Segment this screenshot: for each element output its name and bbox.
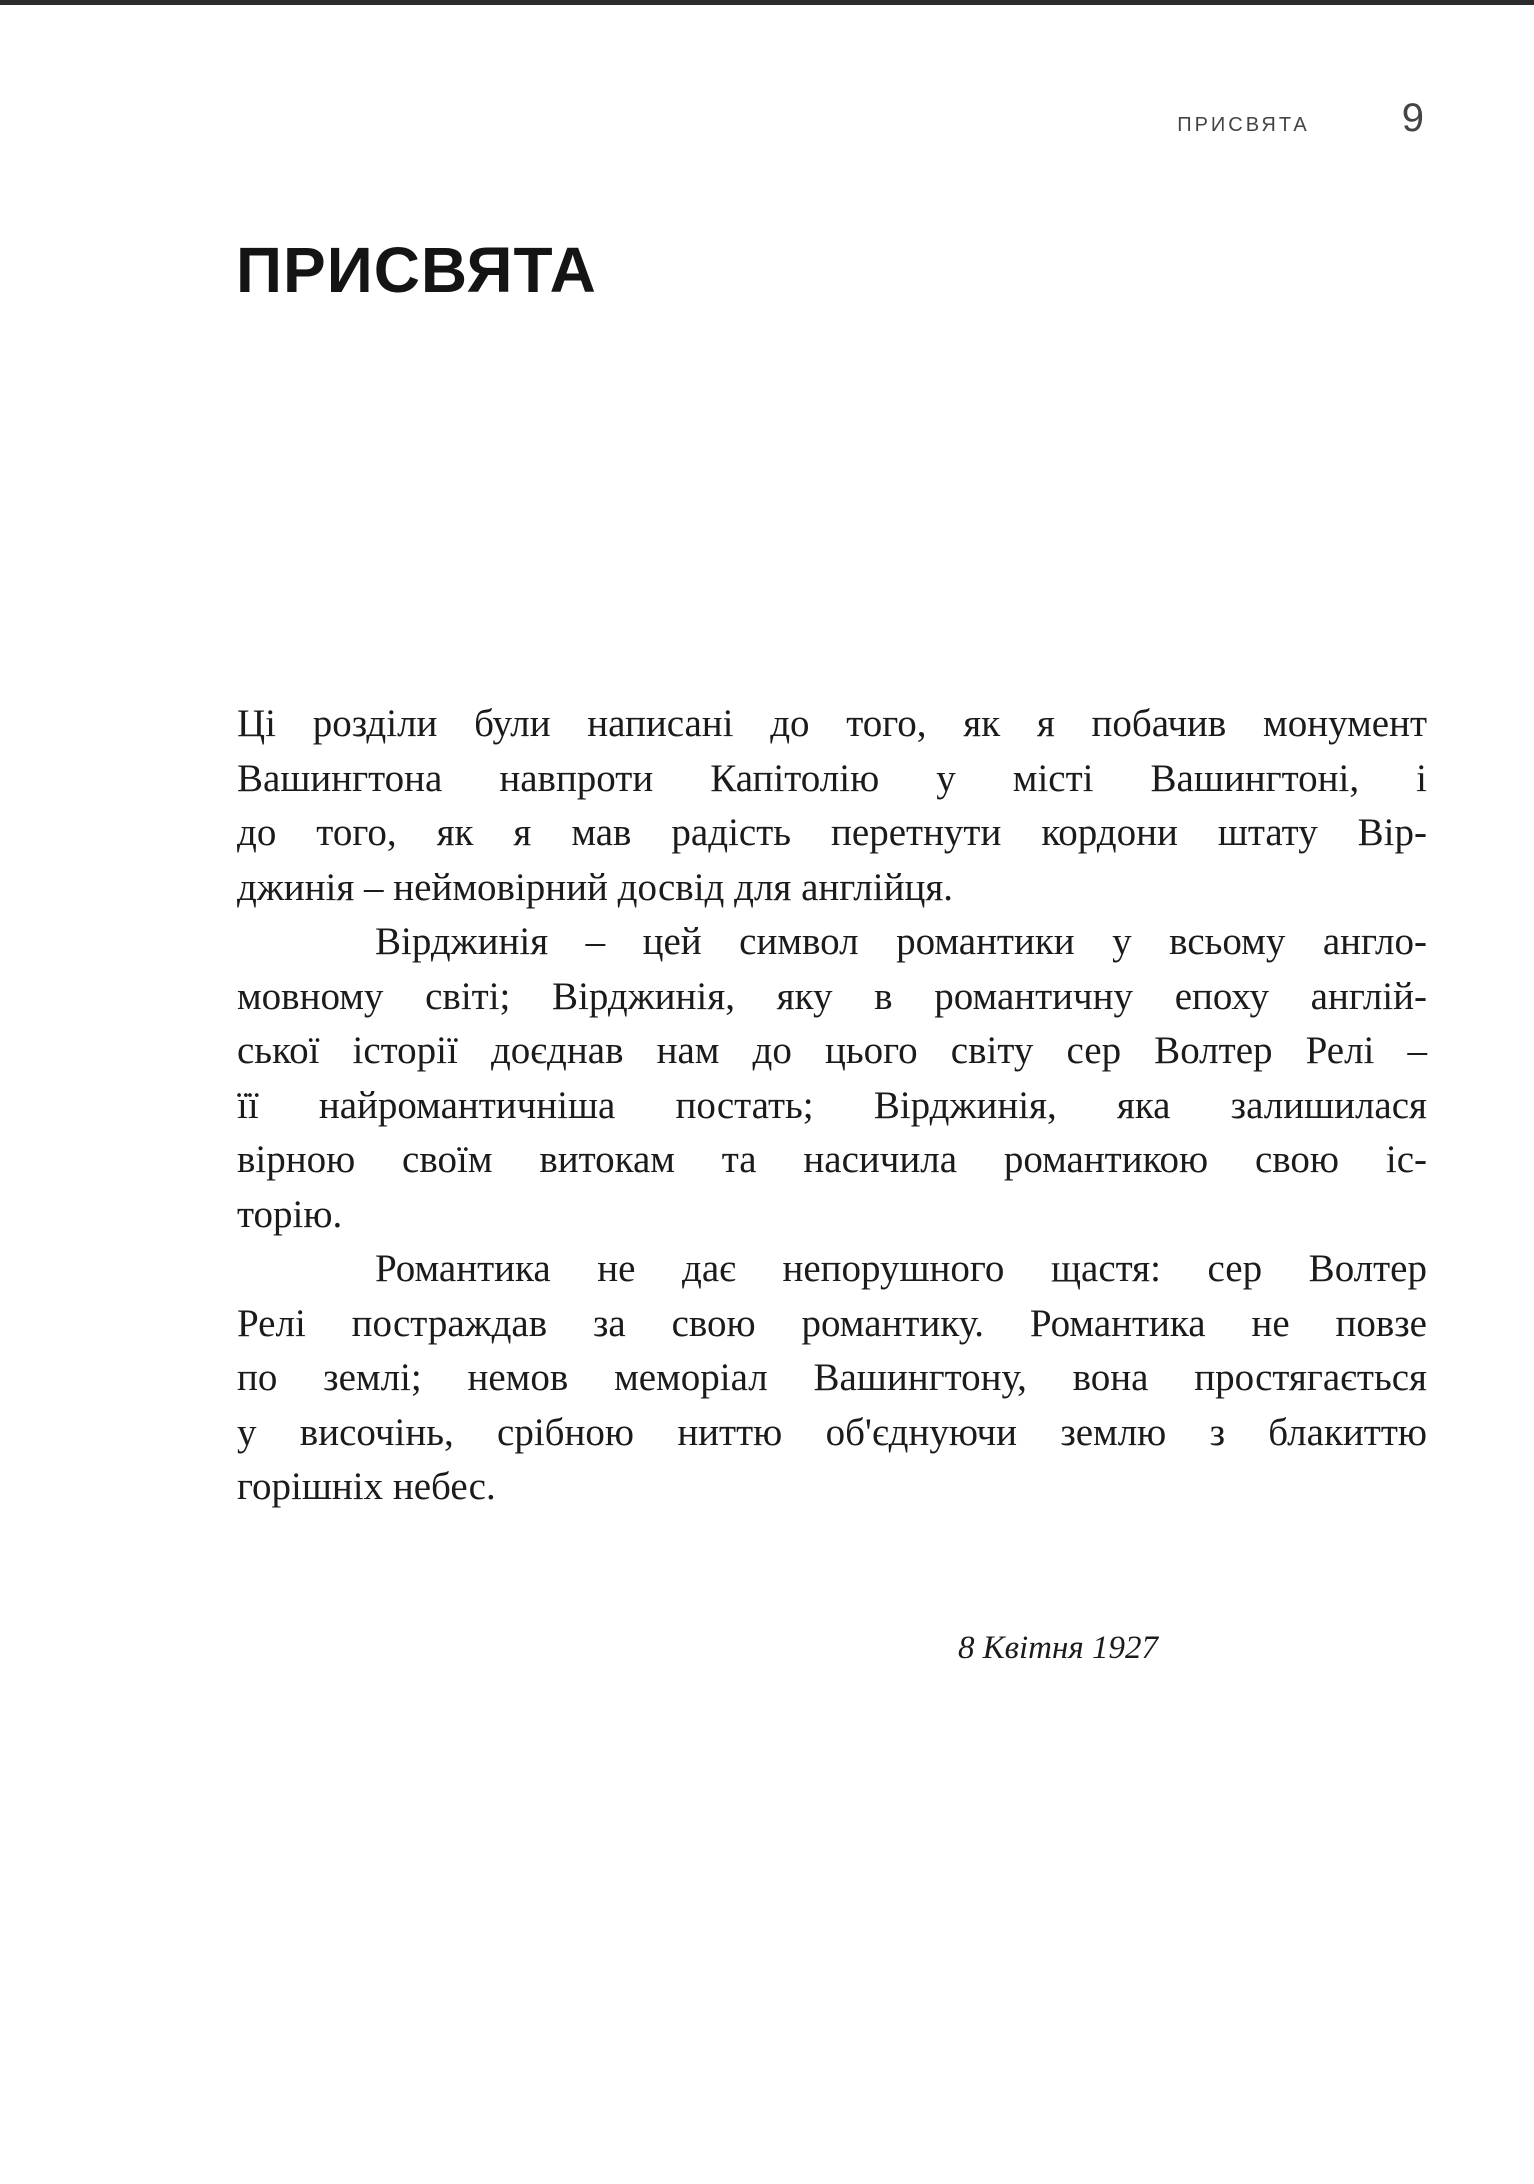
running-head-title: ПРИСВЯТА bbox=[1177, 114, 1310, 136]
text-line: торію. bbox=[237, 1192, 343, 1236]
text-line: у височінь, срібною ниттю об'єднуючи землю з блакиттю bbox=[237, 1410, 1427, 1454]
text-line: Вашингтона навпроти Капітолію у місті Вашингтоні, і bbox=[237, 756, 1427, 800]
text-line: її найромантичніша постать; Вірджинія, яка залишилася bbox=[237, 1083, 1427, 1127]
dedication-date: 8 Квітня 1927 bbox=[958, 1630, 1158, 1666]
text-line: мовному світі; Вірджинія, яку в романтичну епоху англій- bbox=[237, 974, 1427, 1018]
text-line: Вірджинія – цей символ романтики у всьому англо- bbox=[375, 920, 1427, 963]
text-line: Романтика не дає непорушного щастя: сер Волтер bbox=[375, 1247, 1427, 1290]
text-line: горішніх небес. bbox=[237, 1465, 496, 1508]
paragraph-3 bbox=[237, 1242, 1427, 1515]
text-line: Релі постраждав за свою романтику. Романтика не повзе bbox=[237, 1301, 1427, 1345]
text-line: до того, як я мав радість перетнути кордони штату Вір- bbox=[237, 811, 1427, 854]
running-head bbox=[1177, 98, 1424, 138]
text-line: по землі; немов меморіал Вашингтону, вона простягається bbox=[237, 1356, 1427, 1399]
text-line: джинія – неймовірний досвід для англійця. bbox=[237, 865, 954, 909]
chapter-title: ПРИСВЯТА bbox=[236, 234, 597, 306]
paragraph-2 bbox=[237, 915, 1427, 1242]
text-line: ської історії доєднав нам до цього світу сер Волтер Релі – bbox=[237, 1029, 1427, 1072]
dedication-body bbox=[237, 697, 1427, 1515]
page-number: 9 bbox=[1401, 96, 1424, 140]
text-line: Ці розділи були написані до того, як я побачив монумент bbox=[237, 702, 1427, 745]
text-line: вірною своїм витокам та насичила романтикою свою іс- bbox=[237, 1138, 1427, 1181]
top-border-rule bbox=[0, 0, 1534, 5]
paragraph-1 bbox=[237, 697, 1427, 915]
